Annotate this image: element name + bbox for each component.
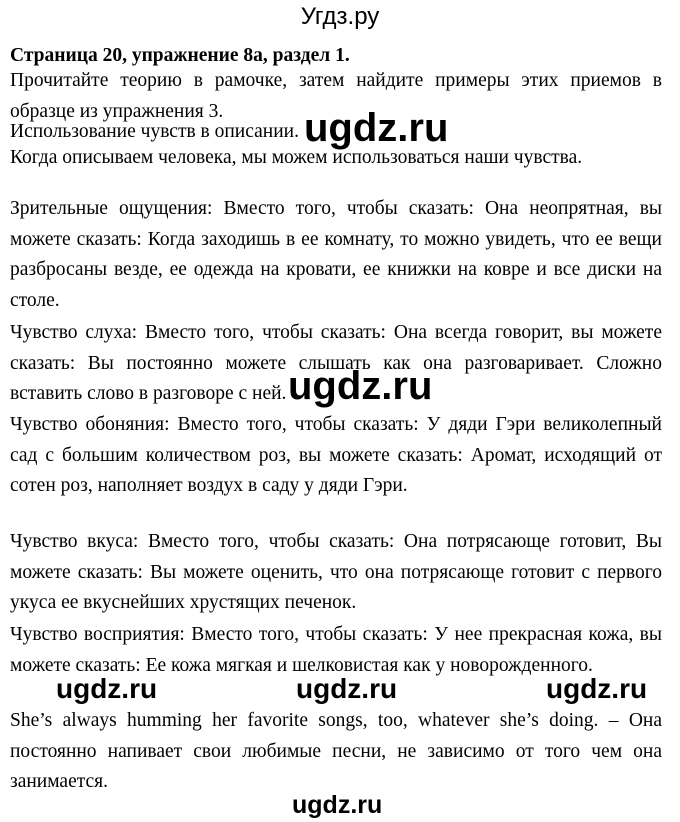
exercise-heading: Страница 20, упражнение 8a, раздел 1. — [10, 45, 350, 66]
intro-instruction: Прочитайте теорию в рамочке, затем найдите примеры этих приемов в образце из упражнения 3. — [10, 70, 662, 122]
watermark: ugdz.ru — [292, 791, 383, 819]
watermark: ugdz.ru — [288, 364, 433, 408]
watermark: ugdz.ru — [56, 673, 158, 704]
watermark: ugdz.ru — [546, 673, 648, 704]
site-title: Угдз.ру — [300, 3, 380, 30]
paragraph-hearing: Чувство слуха: Вместо того, чтобы сказать: Она всегда говорит, вы можете сказать: Вы постоянно можете слышать как она разговаривает. Сложно вставить слово в разговоре с ней. — [10, 322, 662, 404]
intro-topic: Использование чувств в описании. — [10, 121, 299, 142]
paragraph-smell: Чувство обоняния: Вместо того, чтобы сказать: У дяди Гэри великолепный сад с большим количеством роз, вы можете сказать: Аромат, исходящий от сотен роз, наполняет воздух в саду у дяди Гэри. — [10, 414, 662, 496]
paragraph-sight: Зрительные ощущения: Вместо того, чтобы сказать: Она неопрятная, вы можете сказать: Когда заходишь в ее комнату, то можно увидеть, что ее вещи разбросаны везде, ее одежда на кровати, ее книжки на ковре и все диски на столе. — [10, 198, 662, 311]
watermark: ugdz.ru — [296, 673, 398, 704]
intro-description: Когда описываем человека, мы можем использоваться наши чувства. — [10, 147, 583, 168]
paragraph-example: She’s always humming her favorite songs, too, whatever she’s doing. – Она постоянно напивает свои любимые песни, не зависимо от того чем она занимается. — [10, 710, 662, 792]
paragraph-taste: Чувство вкуса: Вместо того, чтобы сказать: Она потрясающе готовит, Вы можете сказать: Вы можете оценить, что она потрясающе готовит с первого укуса ее вкуснейших хрустящих печенок. — [10, 531, 662, 613]
paragraph-touch: Чувство восприятия: Вместо того, чтобы сказать: У нее прекрасная кожа, вы можете сказать: Ее кожа мягкая и шелковистая как у новорожденного. — [10, 624, 662, 676]
watermark: ugdz.ru — [304, 106, 449, 150]
